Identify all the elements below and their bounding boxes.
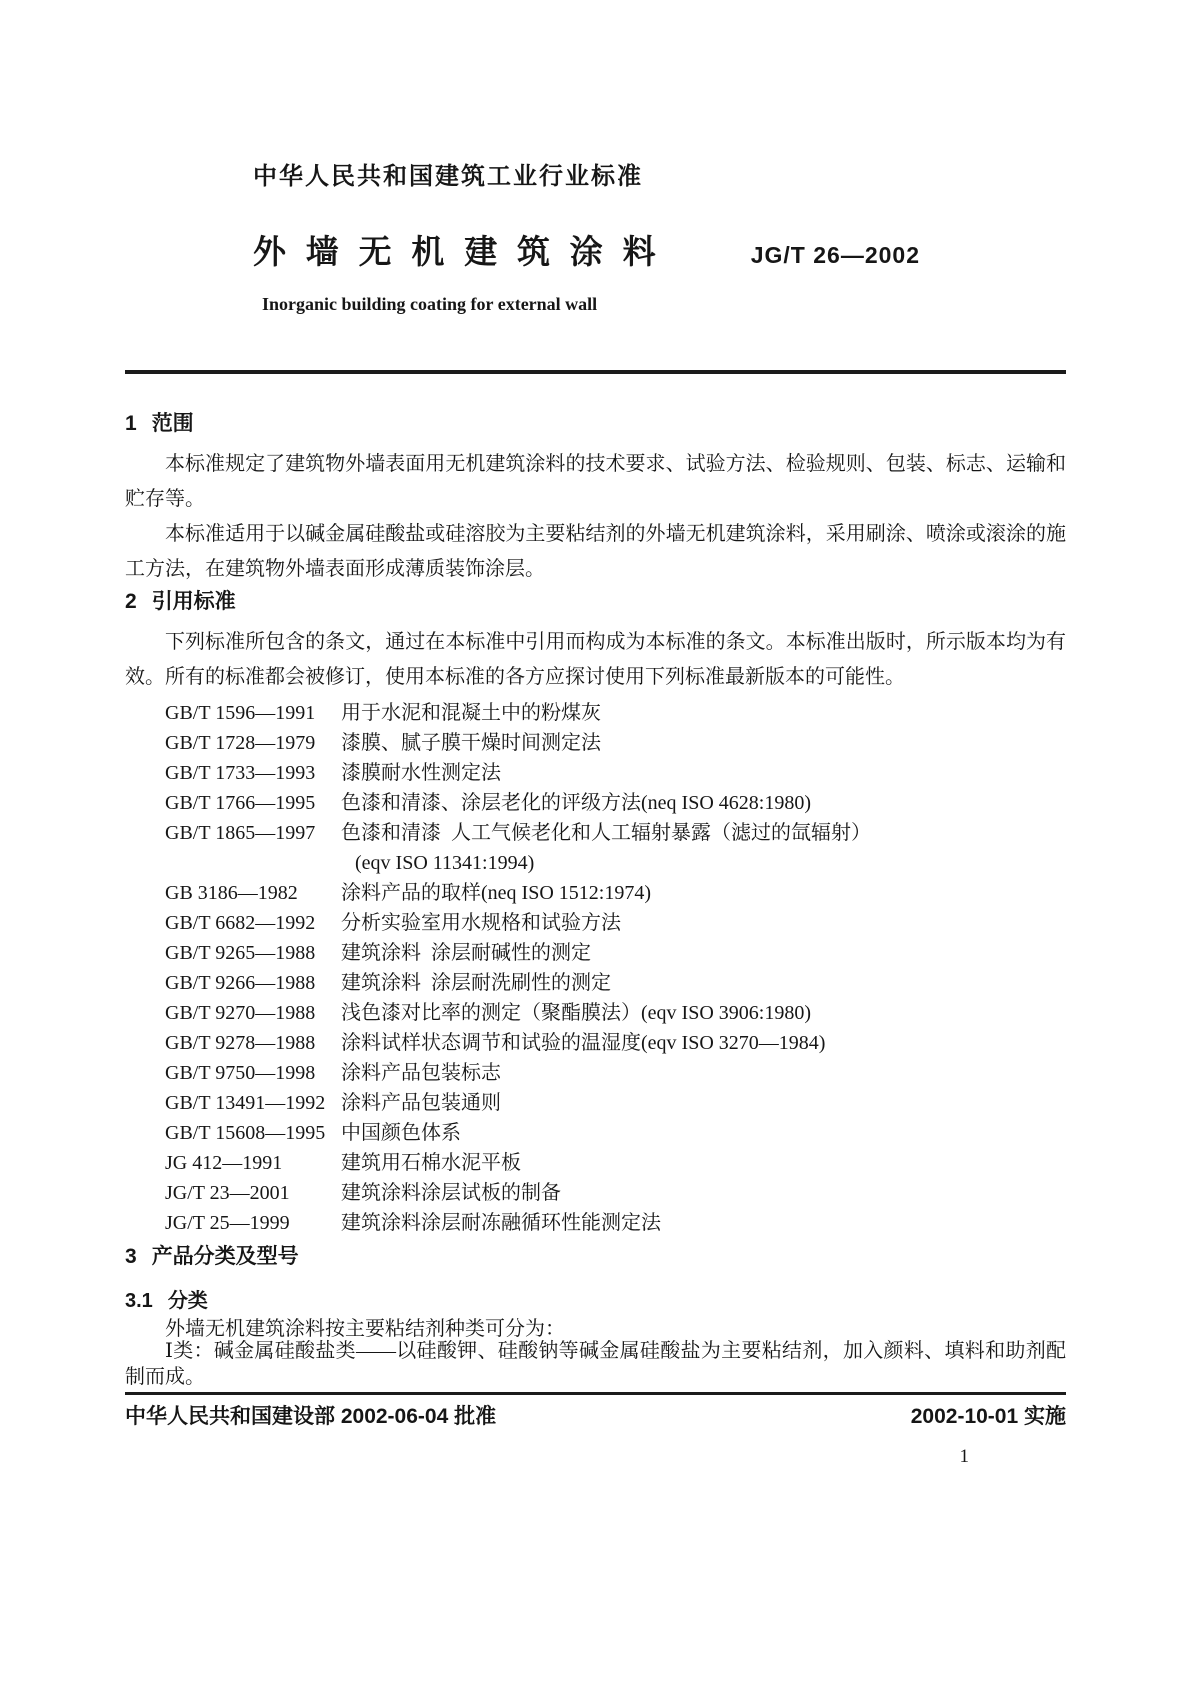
referenced-standard-code: JG 412—1991 bbox=[165, 1152, 283, 1174]
referenced-standard-title: 建筑涂料涂层试板的制备 bbox=[341, 1182, 561, 1204]
document-title: 外墙无机建筑涂料 bbox=[253, 233, 676, 270]
section-3-1-title: 分类 bbox=[167, 1290, 208, 1312]
referenced-standard-title: 色漆和清漆 人工气候老化和人工辐射暴露（滤过的氙辐射） bbox=[341, 822, 871, 844]
reference-item bbox=[125, 818, 1066, 878]
referenced-standard-title: 浅色漆对比率的测定（聚酯膜法）(eqv ISO 3906:1980) bbox=[341, 1002, 811, 1024]
referenced-standard-code: GB/T 1728—1979 bbox=[165, 732, 316, 754]
document-title-english: Inorganic building coating for external wall bbox=[262, 294, 598, 314]
section-3-title: 产品分类及型号 bbox=[151, 1245, 299, 1268]
referenced-standard-title: 漆膜、腻子膜干燥时间测定法 bbox=[341, 732, 601, 754]
approval-statement: 中华人民共和国建设部 2002-06-04 批准 bbox=[125, 1405, 497, 1428]
section-3-heading bbox=[125, 1240, 1066, 1270]
referenced-standard-title: 涂料产品包装标志 bbox=[341, 1062, 501, 1084]
referenced-standard-title: 分析实验室用水规格和试验方法 bbox=[341, 912, 621, 934]
reference-item bbox=[125, 758, 1066, 788]
reference-item bbox=[125, 728, 1066, 758]
reference-item bbox=[125, 1148, 1066, 1178]
referenced-standard-title: 漆膜耐水性测定法 bbox=[341, 762, 501, 784]
referenced-standard-code: GB/T 6682—1992 bbox=[165, 912, 316, 934]
footer-row bbox=[125, 1400, 1066, 1430]
footer-divider-rule bbox=[125, 1392, 1066, 1395]
section-1-heading bbox=[125, 407, 1066, 437]
reference-item bbox=[125, 968, 1066, 998]
referenced-standard-title: 建筑涂料 涂层耐洗刷性的测定 bbox=[341, 972, 611, 994]
referenced-standard-title: 用于水泥和混凝土中的粉煤灰 bbox=[341, 702, 601, 724]
referenced-standard-code: GB/T 9265—1988 bbox=[165, 942, 316, 964]
referenced-standard-title: 建筑涂料 涂层耐碱性的测定 bbox=[341, 942, 591, 964]
referenced-standard-code: JG/T 23—2001 bbox=[165, 1182, 290, 1204]
scope-paragraph-2: 本标准适用于以碱金属硅酸盐或硅溶胶为主要粘结剂的外墙无机建筑涂料，采用刷涂、喷涂或滚涂的施工方法，在建筑物外墙表面形成薄质装饰涂层。 bbox=[125, 523, 1066, 580]
referenced-standard-title: 建筑涂料涂层耐冻融循环性能测定法 bbox=[341, 1212, 661, 1234]
reference-item bbox=[125, 938, 1066, 968]
classification-paragraph-2: Ⅰ类：碱金属硅酸盐类——以硅酸钾、硅酸钠等碱金属硅酸盐为主要粘结剂，加入颜料、填料和助剂配制而成。 bbox=[125, 1340, 1066, 1388]
section-3-number: 3 bbox=[125, 1245, 137, 1268]
referenced-standard-code: GB/T 9278—1988 bbox=[165, 1032, 316, 1054]
referenced-standard-code: GB/T 13491—1992 bbox=[165, 1092, 326, 1114]
section-3-1-heading bbox=[125, 1284, 1066, 1313]
section-2-title: 引用标准 bbox=[151, 590, 236, 613]
referenced-standard-title: 色漆和清漆、涂层老化的评级方法(neq ISO 4628:1980) bbox=[341, 792, 811, 814]
referenced-standard-code: GB/T 1865—1997 bbox=[165, 822, 316, 844]
referenced-standard-continuation: (eqv ISO 11341:1994) bbox=[355, 852, 535, 874]
section-2-number: 2 bbox=[125, 590, 137, 613]
referenced-standard-code: GB/T 9266—1988 bbox=[165, 972, 316, 994]
implementation-statement: 2002-10-01 实施 bbox=[910, 1405, 1066, 1428]
referenced-standard-code: GB/T 15608—1995 bbox=[165, 1122, 326, 1144]
referenced-standard-code: GB/T 1766—1995 bbox=[165, 792, 316, 814]
reference-item bbox=[125, 788, 1066, 818]
references-intro-paragraph: 下列标准所包含的条文，通过在本标准中引用而构成为本标准的条文。本标准出版时，所示版本均为有效。所有的标准都会被修订，使用本标准的各方应探讨使用下列标准最新版本的可能性。 bbox=[125, 631, 1066, 688]
reference-standards-list bbox=[125, 698, 1066, 1238]
referenced-standard-code: GB 3186—1982 bbox=[165, 882, 298, 904]
section-3-1-number: 3.1 bbox=[125, 1290, 153, 1312]
header-divider-rule bbox=[125, 370, 1066, 374]
section-1-number: 1 bbox=[125, 412, 137, 435]
reference-item bbox=[125, 1208, 1066, 1238]
document-title-row bbox=[125, 226, 1066, 273]
classification-paragraph-1: 外墙无机建筑涂料按主要粘结剂种类可分为： bbox=[165, 1318, 565, 1340]
referenced-standard-title: 涂料试样状态调节和试验的温湿度(eqv ISO 3270—1984) bbox=[341, 1032, 826, 1054]
standard-authority-line: 中华人民共和国建筑工业行业标准 bbox=[253, 163, 643, 190]
referenced-standard-code: GB/T 9750—1998 bbox=[165, 1062, 316, 1084]
reference-item bbox=[125, 1058, 1066, 1088]
standard-number: JG/T 26—2002 bbox=[750, 242, 920, 268]
referenced-standard-code: GB/T 1733—1993 bbox=[165, 762, 316, 784]
reference-item bbox=[125, 1088, 1066, 1118]
reference-item bbox=[125, 698, 1066, 728]
reference-item bbox=[125, 1028, 1066, 1058]
referenced-standard-title: 建筑用石棉水泥平板 bbox=[341, 1152, 521, 1174]
reference-item bbox=[125, 908, 1066, 938]
page-number: 1 bbox=[959, 1446, 969, 1467]
referenced-standard-code: JG/T 25—1999 bbox=[165, 1212, 290, 1234]
reference-item bbox=[125, 1118, 1066, 1148]
reference-item bbox=[125, 998, 1066, 1028]
referenced-standard-title: 涂料产品的取样(neq ISO 1512:1974) bbox=[341, 882, 651, 904]
section-2-heading bbox=[125, 585, 1066, 615]
scope-paragraph-1: 本标准规定了建筑物外墙表面用无机建筑涂料的技术要求、试验方法、检验规则、包装、标志、运输和贮存等。 bbox=[125, 453, 1066, 510]
referenced-standard-title: 中国颜色体系 bbox=[341, 1122, 461, 1144]
section-1-title: 范围 bbox=[151, 412, 194, 435]
referenced-standard-code: GB/T 1596—1991 bbox=[165, 702, 316, 724]
reference-item bbox=[125, 1178, 1066, 1208]
referenced-standard-code: GB/T 9270—1988 bbox=[165, 1002, 316, 1024]
referenced-standard-title: 涂料产品包装通则 bbox=[341, 1092, 501, 1114]
reference-item bbox=[125, 878, 1066, 908]
